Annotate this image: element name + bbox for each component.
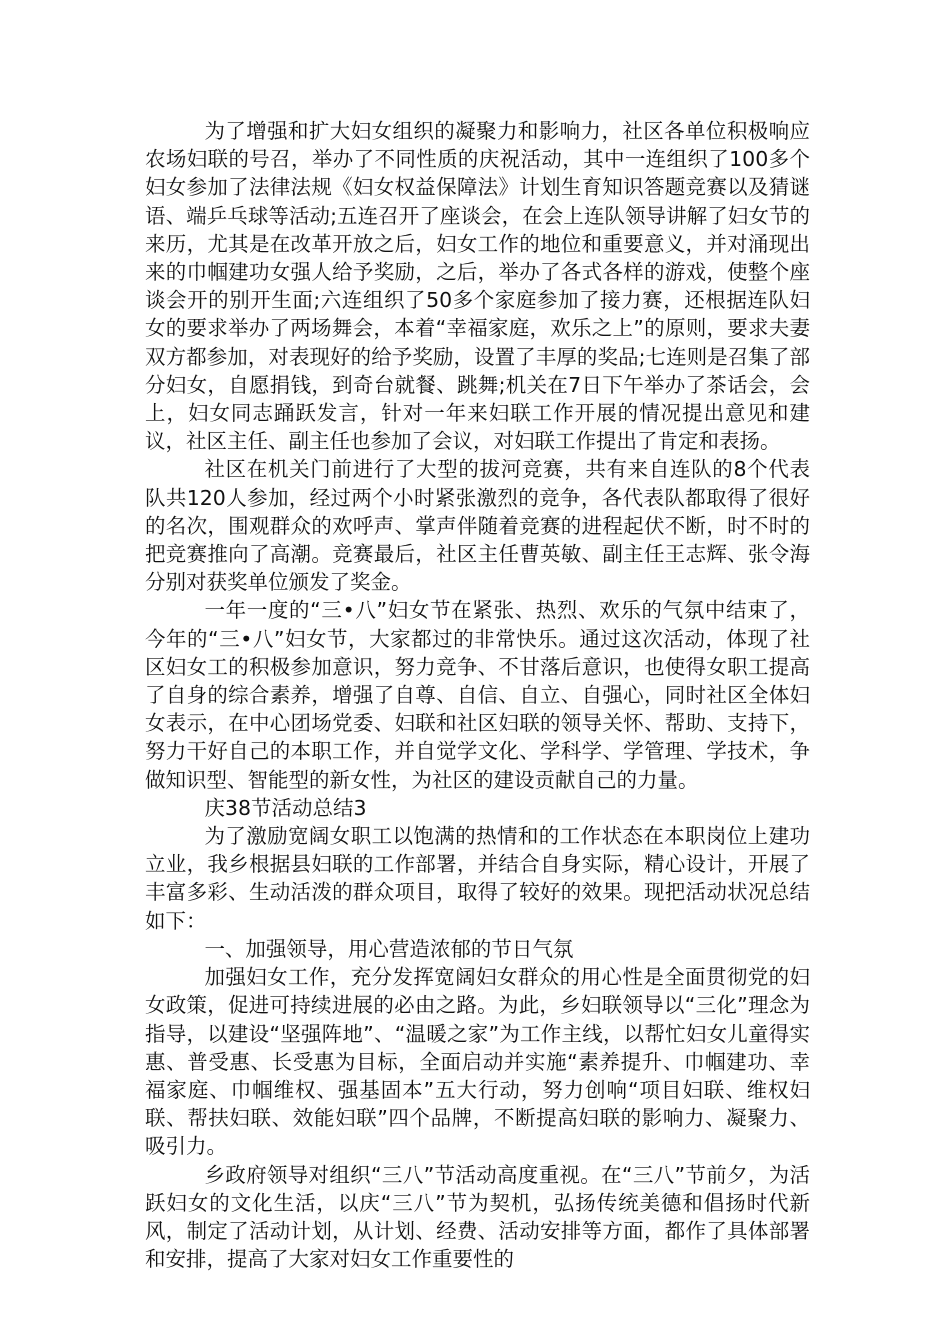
paragraph: 为了激励宽阔女职工以饱满的热情和的工作状态在本职岗位上建功立业，我乡根据县妇联的工作部署，并结合自身实际，精心设计，开展了丰富多彩、生动活泼的群众项目，取得了较好的效果。现把活动状况总结如下： <box>145 824 810 933</box>
paragraph: 乡政府领导对组织“三八”节活动高度重视。在“三八”节前夕，为活跃妇女的文化生活，以庆“三八”节为契机，弘扬传统美德和倡扬时代新风，制定了活动计划，从计划、经费、活动安排等方面，都作了具体部署和安排，提高了大家对妇女工作重要性的 <box>145 1162 810 1272</box>
paragraph: 加强妇女工作，充分发挥宽阔妇女群众的用心性是全面贯彻党的妇女政策，促进可持续进展的必由之路。为此，乡妇联领导以“三化”理念为指导，以建设“坚强阵地”、“温暖之家”为工作主线，以帮忙妇女儿童得实惠、普受惠、长受惠为目标，全面启动并实施“素养提升、巾帼建功、幸福家庭、巾帼维权、强基固本”五大行动，努力创响“项目妇联、维权妇联、帮扶妇联、效能妇联”四个品牌，不断提高妇联的影响力、凝聚力、吸引力。 <box>145 965 810 1159</box>
paragraph: 一年一度的“三•八”妇女节在紧张、热烈、欢乐的气氛中结束了，今年的“三•八”妇女节，大家都过的非常快乐。通过这次活动，体现了社区妇女工的积极参加意识，努力竞争、不甘落后意识，也使得女职工提高了自身的综合素养，增强了自尊、自信、自立、自强心，同时社区全体妇女表示，在中心团场党委、妇联和社区妇联的领导关怀、帮助、支持下，努力干好自己的本职工作，并自觉学文化、学科学、学管理、学技术，争做知识型、智能型的新女性，为社区的建设贡献自己的力量。 <box>145 598 810 792</box>
paragraph: 为了增强和扩大妇女组织的凝聚力和影响力，社区各单位积极响应农场妇联的号召，举办了不同性质的庆祝活动，其中一连组织了100多个妇女参加了法律法规《妇女权益保障法》计划生育知识答题竞赛以及猜谜语、端乒乓球等活动;五连召开了座谈会，在会上连队领导讲解了妇女节的来历，尤其是在改革开放之后，妇女工作的地位和重要意义，并对涌现出来的巾帼建功女强人给予奖励，之后，举办了各式各样的游戏，使整个座谈会开的别开生面;六连组织了50多个家庭参加了接力赛，还根据连队妇女的要求举办了两场舞会，本着“幸福家庭，欢乐之上”的原则，要求夫妻双方都参加，对表现好的给予奖励，设置了丰厚的奖品;七连则是召集了部分妇女，自愿捐钱，到奇台就餐、跳舞;机关在7日下午举办了茶话会，会上，妇女同志踊跃发言，针对一年来妇联工作开展的情况提出意见和建议，社区主任、副主任也参加了会议，对妇联工作提出了肯定和表扬。 <box>145 119 810 454</box>
section-title: 庆38节活动总结3 <box>204 795 367 820</box>
paragraph: 社区在机关门前进行了大型的拔河竞赛，共有来自连队的8个代表队共120人参加，经过两个小时紧张激烈的竞争，各代表队都取得了很好的名次，围观群众的欢呼声、掌声伴随着竞赛的进程起伏不断，时不时的把竞赛推向了高潮。竞赛最后，社区主任曹英敏、副主任王志辉、张令海分别对获奖单位颁发了奖金。 <box>145 457 810 595</box>
section-heading: 一、加强领导，用心营造浓郁的节日气氛 <box>204 936 574 961</box>
document-body <box>145 117 810 1273</box>
